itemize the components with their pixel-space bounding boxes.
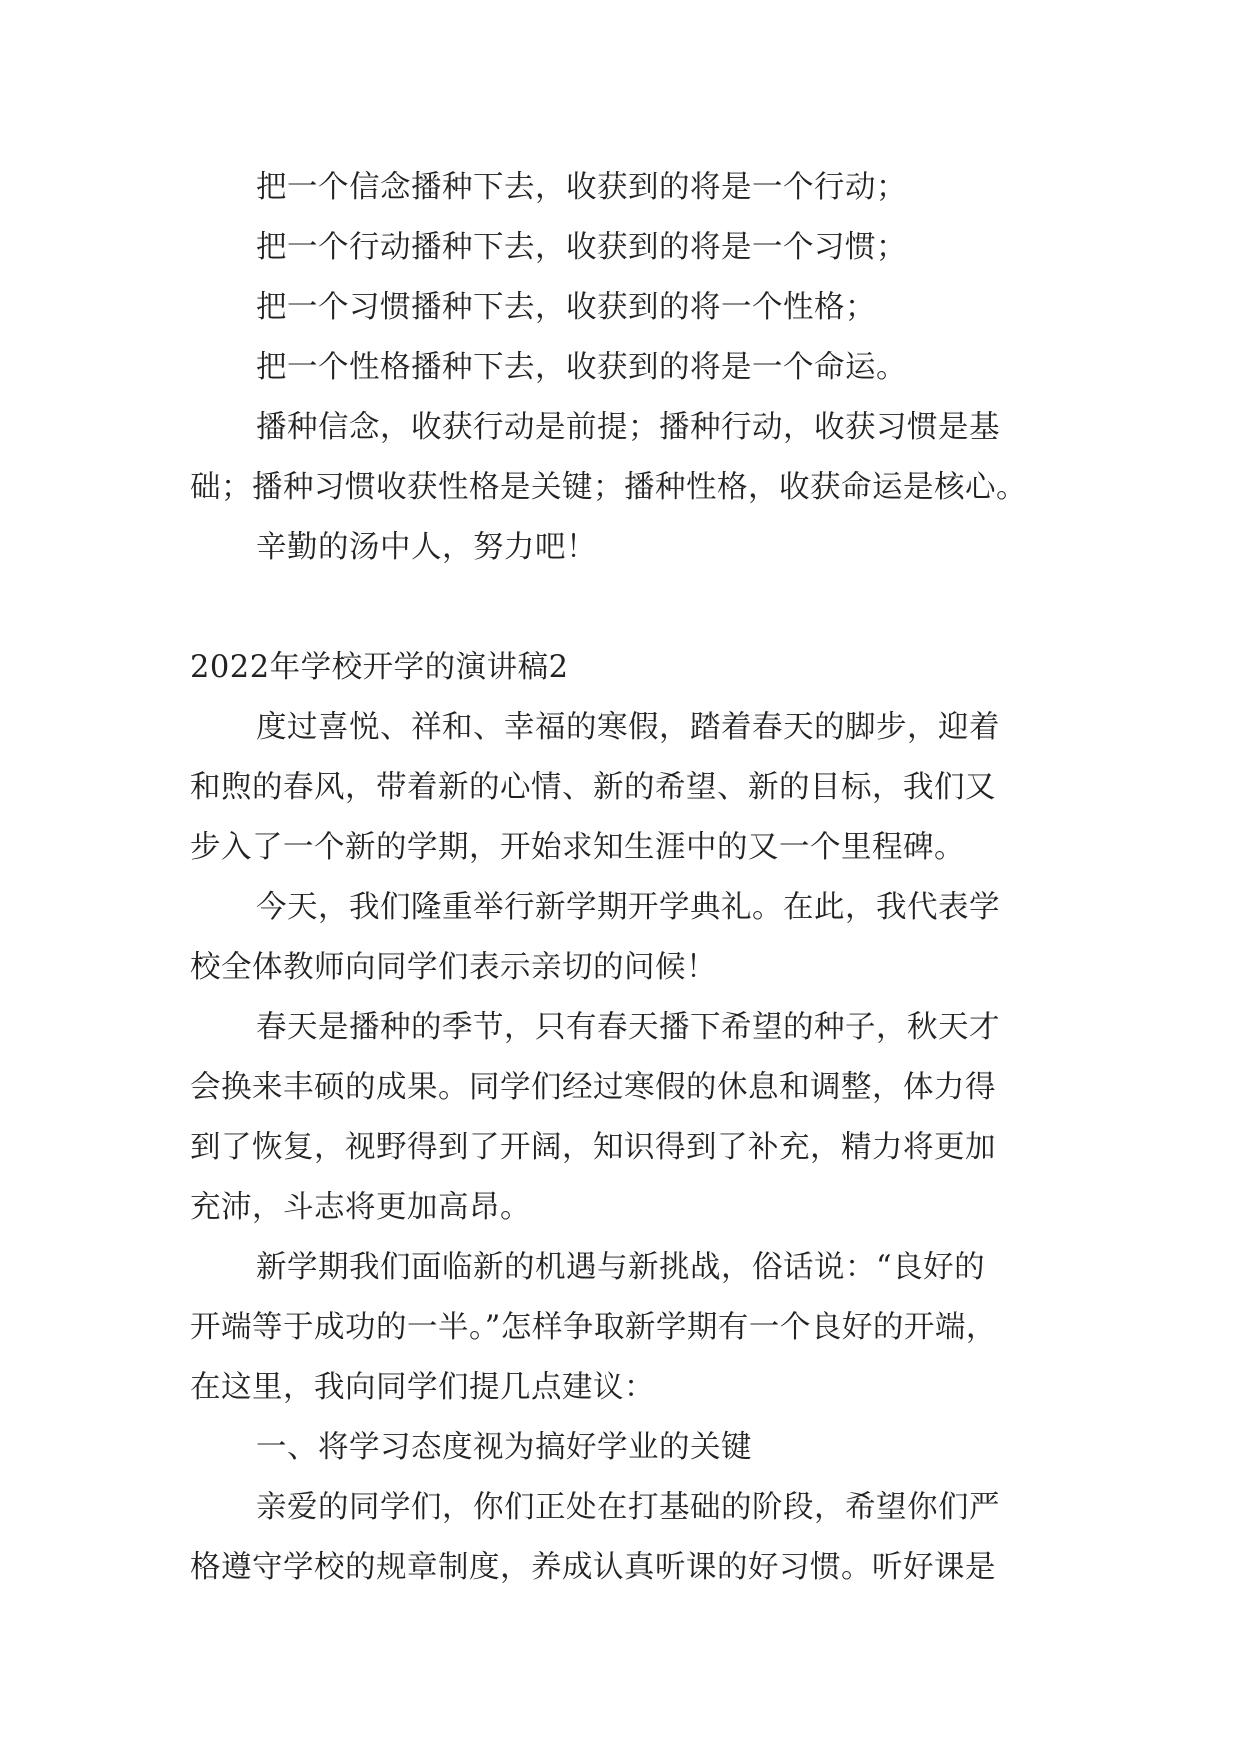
paragraph-line: 把一个习惯播种下去，收获到的将一个性格；: [256, 290, 876, 325]
document-body: [190, 158, 1056, 1598]
paragraph-line: 今天，我们隆重举行新学期开学典礼。在此，我代表学: [256, 890, 1000, 925]
paragraph-line: 度过喜悦、祥和、幸福的寒假，踏着春天的脚步，迎着: [256, 710, 1000, 745]
paragraph-line: 在这里，我向同学们提几点建议：: [190, 1370, 655, 1405]
paragraph-line: 把一个行动播种下去，收获到的将是一个习惯；: [256, 230, 907, 265]
section-title: 2022年学校开学的演讲稿2: [190, 650, 569, 685]
paragraph-line: 春天是播种的季节，只有春天播下希望的种子，秋天才: [256, 1010, 1000, 1045]
paragraph-line: 亲爱的同学们，你们正处在打基础的阶段，希望你们严: [256, 1490, 1000, 1525]
paragraph-line: 和煦的春风，带着新的心情、新的希望、新的目标，我们又: [190, 770, 996, 805]
paragraph-line: 一、将学习态度视为搞好学业的关键: [256, 1430, 752, 1465]
paragraph-line: 到了恢复，视野得到了开阔，知识得到了补充，精力将更加: [190, 1130, 996, 1165]
paragraph-line: 会换来丰硕的成果。同学们经过寒假的休息和调整，体力得: [190, 1070, 996, 1105]
paragraph-line: 辛勤的汤中人，努力吧！: [256, 530, 597, 565]
paragraph-line: 新学期我们面临新的机遇与新挑战，俗话说：“良好的: [256, 1250, 986, 1285]
paragraph-line: 播种信念，收获行动是前提；播种行动，收获习惯是基: [256, 410, 1000, 445]
paragraph-line: 础；播种习惯收获性格是关键；播种性格，收获命运是核心。: [190, 470, 1027, 505]
section-gap: [190, 578, 1056, 638]
paragraph-line: 步入了一个新的学期，开始求知生涯中的又一个里程碑。: [190, 830, 965, 865]
paragraph-line: 开端等于成功的一半。”怎样争取新学期有一个良好的开端，: [190, 1310, 997, 1345]
paragraph-line: 把一个性格播种下去，收获到的将是一个命运。: [256, 350, 907, 385]
paragraph-line: 充沛，斗志将更加高昂。: [190, 1190, 531, 1225]
paragraph-line: 格遵守学校的规章制度，养成认真听课的好习惯。听好课是: [190, 1550, 996, 1585]
paragraph-line: 校全体教师向同学们表示亲切的问候！: [190, 950, 717, 985]
paragraph-line: 把一个信念播种下去，收获到的将是一个行动；: [256, 170, 907, 205]
